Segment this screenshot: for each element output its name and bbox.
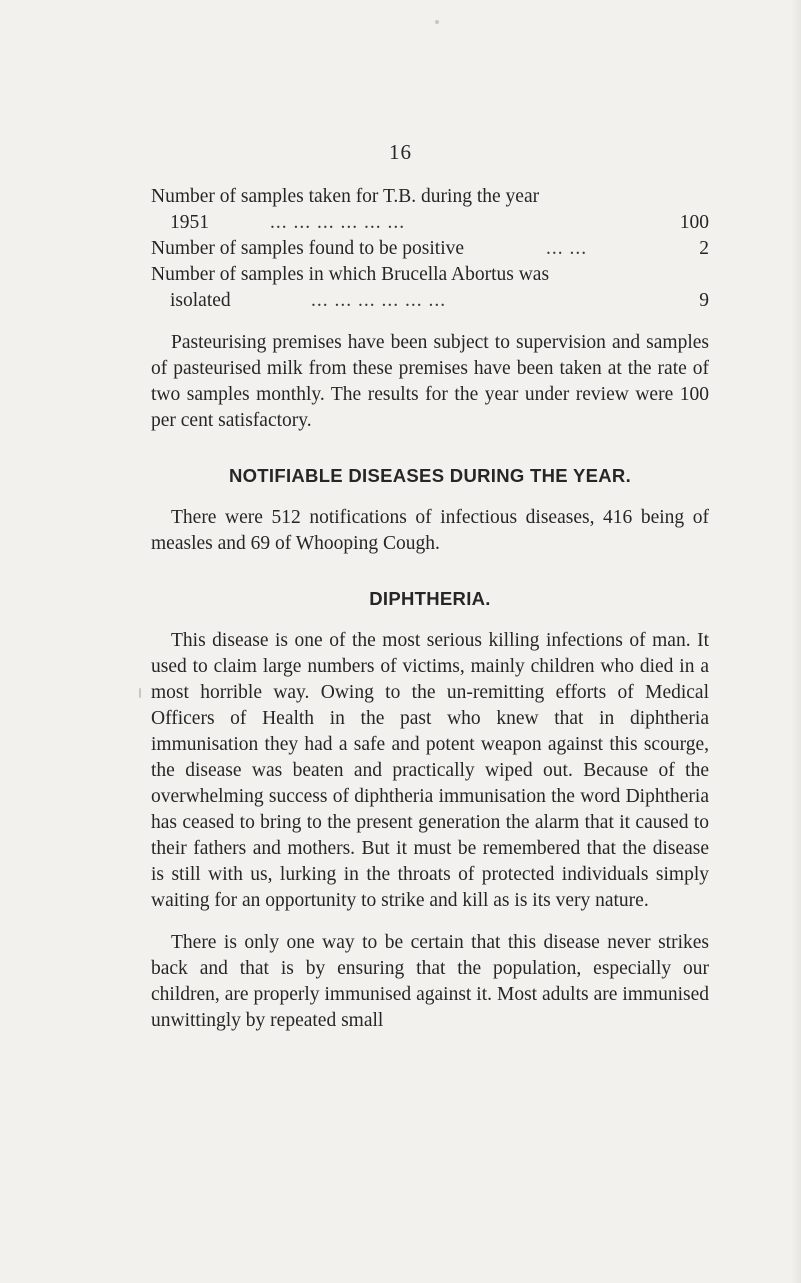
sample-value: 100 (679, 212, 709, 233)
paper-speck (435, 20, 439, 24)
page-number: 16 (389, 140, 412, 164)
leader-dots: ... ... ... ... ... ... (311, 290, 447, 311)
sample-label: Number of samples in which Brucella Abortus was (151, 264, 550, 285)
diphtheria-paragraph-1: This disease is one of the most serious killing infections of man. It used to claim large numbers of victims, mainly children who died in a most horrible way. Owing to the un-remitting efforts of Medical Officers of Health in the past who knew that in diphtheria immunisation they had a safe and potent weapon against this scourge, the disease was beaten and practically wiped out. Because of the overwhelming success of diphtheria immunisation the word Diphtheria has ceased to bring to the present generation the alarm that it caused to their fathers and mothers. But it must be remembered that the disease is still with us, lurking in the throats of protected individuals simply waiting for an opportunity to strike and kill as is its very nature. (151, 630, 709, 911)
notifiable-diseases-heading: NOTIFIABLE DISEASES DURING THE YEAR. (228, 465, 632, 486)
page-edge-shadow (791, 0, 801, 1283)
sample-row-label (151, 184, 709, 210)
sample-row-label (151, 262, 709, 288)
sample-row (151, 288, 709, 314)
page-content (151, 184, 709, 1034)
diphtheria-heading: DIPHTHERIA. (369, 588, 491, 609)
paper-speck (139, 688, 141, 698)
sample-value: 2 (699, 238, 709, 259)
sample-row (151, 236, 709, 262)
leader-dots: ... ... (546, 238, 588, 259)
sample-value: 9 (699, 290, 709, 311)
sample-label: Number of samples found to be positive (151, 238, 465, 259)
notifiable-diseases-paragraph: There were 512 notifications of infectious diseases, 416 being of measles and 69 of Whooping Cough. (151, 507, 709, 554)
sample-label: Number of samples taken for T.B. during the year (151, 186, 540, 207)
diphtheria-paragraph-2: There is only one way to be certain that this disease never strikes back and that is by ensuring that the population, especially our children, are properly immunised against it. Most adults are immunised unwittingly by repeated small (151, 932, 709, 1031)
pasteurising-paragraph: Pasteurising premises have been subject to supervision and samples of pasteurised milk from these premises have been taken at the rate of two samples monthly. The results for the year under review were 100 per cent satisfactory. (151, 332, 709, 431)
leader-dots: ... ... ... ... ... ... (270, 212, 406, 233)
sample-label: 1951 (170, 212, 209, 233)
sample-row (151, 210, 709, 236)
samples-list (151, 184, 709, 314)
sample-label: isolated (170, 290, 231, 311)
